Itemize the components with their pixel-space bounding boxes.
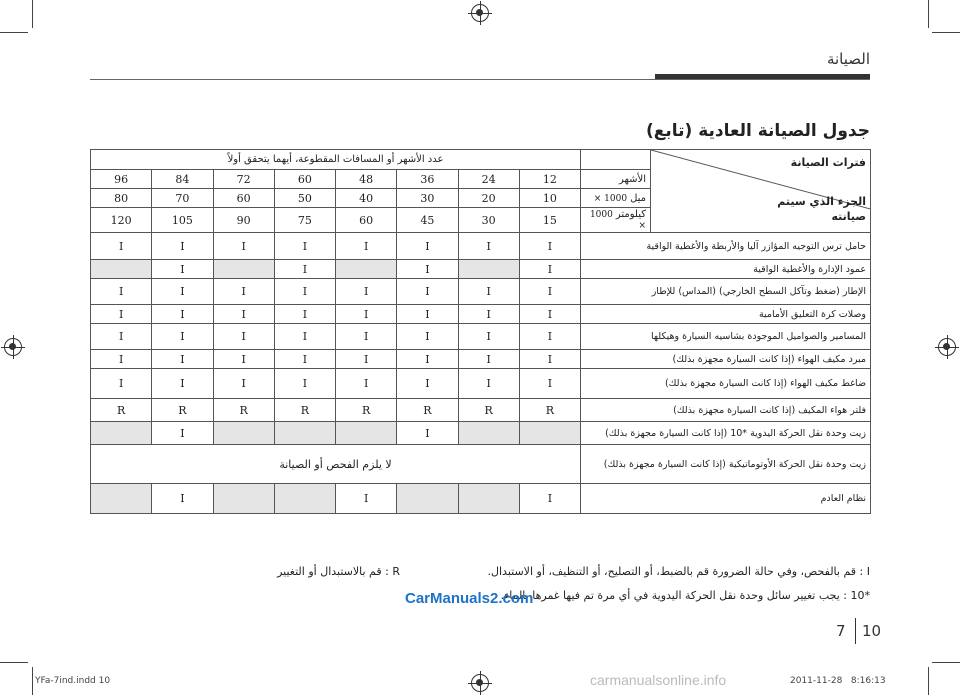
schedule-cell: I xyxy=(519,324,580,350)
corner-label-parts: الجزء الذي سيتم صيانته xyxy=(777,195,867,223)
interval-value: 60 xyxy=(274,170,335,189)
schedule-cell: I xyxy=(274,350,335,369)
note-inspect: I : قم بالفحص، وفي حالة الضرورة قم بالضبط، أو التصليح، أو التنظيف، أو الاستبدال. xyxy=(487,565,870,578)
schedule-cell xyxy=(274,422,335,445)
interval-value: 84 xyxy=(152,170,213,189)
interval-value: 60 xyxy=(213,189,274,208)
schedule-cell: I xyxy=(519,233,580,260)
interval-label xyxy=(581,170,651,189)
table-corner-cell xyxy=(651,150,871,233)
schedule-cell: I xyxy=(397,305,458,324)
schedule-cell: R xyxy=(397,399,458,422)
schedule-cell: I xyxy=(91,350,152,369)
note-replace: R : قم بالاستبدال أو التغيير xyxy=(277,565,400,578)
table-row xyxy=(91,324,871,350)
schedule-cell xyxy=(519,422,580,445)
interval-value: 20 xyxy=(458,189,519,208)
interval-value: 72 xyxy=(213,170,274,189)
interval-value: 45 xyxy=(397,208,458,233)
interval-value: 50 xyxy=(274,189,335,208)
maintenance-item: حامل ترس التوجيه المؤازر آليا والأربطة والأغطية الواقية xyxy=(581,233,871,260)
schedule-cell: I xyxy=(213,305,274,324)
interval-unit: 1000 × xyxy=(593,193,628,204)
crop-mark xyxy=(32,0,33,28)
schedule-cell xyxy=(458,260,519,279)
schedule-cell: I xyxy=(152,305,213,324)
schedule-cell: I xyxy=(458,324,519,350)
interval-value: 90 xyxy=(213,208,274,233)
schedule-cell: I xyxy=(91,233,152,260)
maintenance-item: المسامير والصواميل الموجودة بشاسيه السيارة وهيكلها xyxy=(581,324,871,350)
schedule-cell: I xyxy=(519,350,580,369)
interval-label xyxy=(581,208,651,233)
interval-value: 10 xyxy=(519,189,580,208)
schedule-cell: I xyxy=(336,369,397,399)
schedule-cell: I xyxy=(152,350,213,369)
table-row xyxy=(91,484,871,514)
merged-cell: لا يلزم الفحص أو الصيانة xyxy=(91,445,581,484)
schedule-cell: I xyxy=(152,233,213,260)
chapter-number: 7 xyxy=(836,622,846,640)
schedule-cell: I xyxy=(397,350,458,369)
table-row xyxy=(91,305,871,324)
footer-date: 2011-11-28 8:16:13 xyxy=(790,676,886,686)
schedule-cell: I xyxy=(519,260,580,279)
schedule-cell: I xyxy=(458,369,519,399)
crop-mark xyxy=(932,32,960,33)
span-header: عدد الأشهر أو المسافات المقطوعة، أيهما يتحقق أولاً xyxy=(91,150,581,170)
schedule-cell: I xyxy=(152,422,213,445)
maintenance-item: فلتر هواء المكيف (إذا كانت السيارة مجهزة بذلك) xyxy=(581,399,871,422)
schedule-cell: I xyxy=(336,350,397,369)
crop-mark xyxy=(928,667,929,695)
table-row xyxy=(91,422,871,445)
schedule-cell: I xyxy=(91,369,152,399)
schedule-cell: I xyxy=(274,324,335,350)
schedule-cell xyxy=(91,422,152,445)
schedule-cell: I xyxy=(274,305,335,324)
interval-value: 96 xyxy=(91,170,152,189)
schedule-cell xyxy=(213,260,274,279)
table-row xyxy=(91,233,871,260)
schedule-cell xyxy=(274,484,335,514)
schedule-cell: I xyxy=(397,260,458,279)
schedule-cell: I xyxy=(397,369,458,399)
table-title: جدول الصيانة العادية (تابع) xyxy=(645,121,870,141)
maintenance-item: الإطار (ضغط وتآكل السطح الخارجي) (المداس) للإطار xyxy=(581,279,871,305)
schedule-cell: I xyxy=(397,233,458,260)
schedule-cell: I xyxy=(152,369,213,399)
interval-value: 24 xyxy=(458,170,519,189)
schedule-cell: I xyxy=(274,279,335,305)
schedule-cell: I xyxy=(274,260,335,279)
maintenance-item: ضاغط مكيف الهواء (إذا كانت السيارة مجهزة بذلك) xyxy=(581,369,871,399)
schedule-cell: I xyxy=(519,305,580,324)
interval-header-blank xyxy=(581,150,651,170)
schedule-cell: I xyxy=(274,233,335,260)
interval-value: 48 xyxy=(336,170,397,189)
interval-unit: 1000 × xyxy=(589,210,647,231)
maintenance-table xyxy=(90,149,871,514)
watermark-link[interactable]: CarManuals2.com xyxy=(405,590,534,607)
schedule-cell: I xyxy=(397,279,458,305)
table-row xyxy=(91,279,871,305)
registration-mark-icon xyxy=(471,674,489,692)
schedule-cell: I xyxy=(519,279,580,305)
schedule-cell: I xyxy=(91,324,152,350)
schedule-cell: I xyxy=(152,260,213,279)
interval-value: 30 xyxy=(458,208,519,233)
footer-file: YFa-7ind.indd 10 xyxy=(35,676,111,686)
schedule-cell: I xyxy=(213,279,274,305)
schedule-cell: I xyxy=(213,350,274,369)
interval-value: 40 xyxy=(336,189,397,208)
schedule-cell: I xyxy=(213,369,274,399)
schedule-cell xyxy=(91,260,152,279)
section-title: الصيانة xyxy=(826,50,870,68)
schedule-cell xyxy=(397,484,458,514)
interval-value: 30 xyxy=(397,189,458,208)
corner-label-intervals: فترات الصيانة xyxy=(790,156,867,169)
page-divider xyxy=(855,618,856,644)
interval-value: 36 xyxy=(397,170,458,189)
interval-name: الأشهر xyxy=(619,173,647,185)
interval-value: 80 xyxy=(91,189,152,208)
schedule-cell xyxy=(213,422,274,445)
table-row xyxy=(91,350,871,369)
schedule-cell: I xyxy=(91,279,152,305)
footer-brand: carmanualsonline.info xyxy=(590,672,727,688)
schedule-cell: R xyxy=(519,399,580,422)
schedule-cell: R xyxy=(336,399,397,422)
schedule-cell xyxy=(458,484,519,514)
table-row xyxy=(91,445,871,484)
schedule-cell: I xyxy=(397,422,458,445)
schedule-cell: I xyxy=(336,279,397,305)
schedule-cell: I xyxy=(458,305,519,324)
schedule-cell: I xyxy=(91,305,152,324)
schedule-cell: I xyxy=(458,350,519,369)
interval-name: كيلومتر xyxy=(615,209,647,220)
schedule-cell: I xyxy=(519,484,580,514)
schedule-cell: I xyxy=(458,233,519,260)
schedule-cell xyxy=(336,422,397,445)
schedule-cell: R xyxy=(458,399,519,422)
interval-value: 120 xyxy=(91,208,152,233)
schedule-cell: I xyxy=(152,484,213,514)
schedule-cell: I xyxy=(519,369,580,399)
maintenance-item: عمود الإدارة والأغطية الواقية xyxy=(581,260,871,279)
registration-mark-icon xyxy=(4,338,22,356)
schedule-cell: R xyxy=(91,399,152,422)
schedule-cell: I xyxy=(336,484,397,514)
schedule-cell xyxy=(91,484,152,514)
schedule-cell: R xyxy=(213,399,274,422)
crop-mark xyxy=(0,662,28,663)
schedule-cell: I xyxy=(336,305,397,324)
crop-mark xyxy=(928,0,929,28)
schedule-cell: I xyxy=(274,369,335,399)
schedule-cell: I xyxy=(458,279,519,305)
table-row xyxy=(91,369,871,399)
interval-value: 60 xyxy=(336,208,397,233)
schedule-cell: I xyxy=(213,233,274,260)
maintenance-item: نظام العادم xyxy=(581,484,871,514)
schedule-cell xyxy=(213,484,274,514)
note-10: *10 : يجب تغيير سائل وحدة نقل الحركة اليدوية في أي مرة تم فيها غمرها بالماء. xyxy=(500,589,870,602)
schedule-cell: I xyxy=(336,324,397,350)
crop-mark xyxy=(0,32,28,33)
schedule-cell: I xyxy=(152,324,213,350)
table-row xyxy=(91,399,871,422)
page-number: 10 xyxy=(862,622,882,640)
maintenance-item: زيت وحدة نقل الحركة اليدوية *10 (إذا كانت السيارة مجهزة بذلك) xyxy=(581,422,871,445)
header-rule xyxy=(90,79,870,80)
schedule-cell: I xyxy=(213,324,274,350)
schedule-cell: R xyxy=(274,399,335,422)
interval-value: 15 xyxy=(519,208,580,233)
crop-mark xyxy=(32,667,33,695)
maintenance-item: مبرد مكيف الهواء (إذا كانت السيارة مجهزة بذلك) xyxy=(581,350,871,369)
schedule-cell: R xyxy=(152,399,213,422)
interval-label xyxy=(581,189,651,208)
interval-value: 75 xyxy=(274,208,335,233)
interval-value: 12 xyxy=(519,170,580,189)
crop-mark xyxy=(932,662,960,663)
maintenance-item: زيت وحدة نقل الحركة الأوتوماتيكية (إذا كانت السيارة مجهزة بذلك) xyxy=(581,445,871,484)
schedule-cell: I xyxy=(336,233,397,260)
interval-value: 70 xyxy=(152,189,213,208)
interval-name: ميل xyxy=(630,192,647,204)
schedule-cell xyxy=(336,260,397,279)
registration-mark-icon xyxy=(938,338,956,356)
schedule-cell xyxy=(458,422,519,445)
table-row xyxy=(91,260,871,279)
registration-mark-icon xyxy=(471,4,489,22)
schedule-cell: I xyxy=(397,324,458,350)
schedule-cell: I xyxy=(152,279,213,305)
interval-value: 105 xyxy=(152,208,213,233)
maintenance-item: وصلات كرة التعليق الأمامية xyxy=(581,305,871,324)
